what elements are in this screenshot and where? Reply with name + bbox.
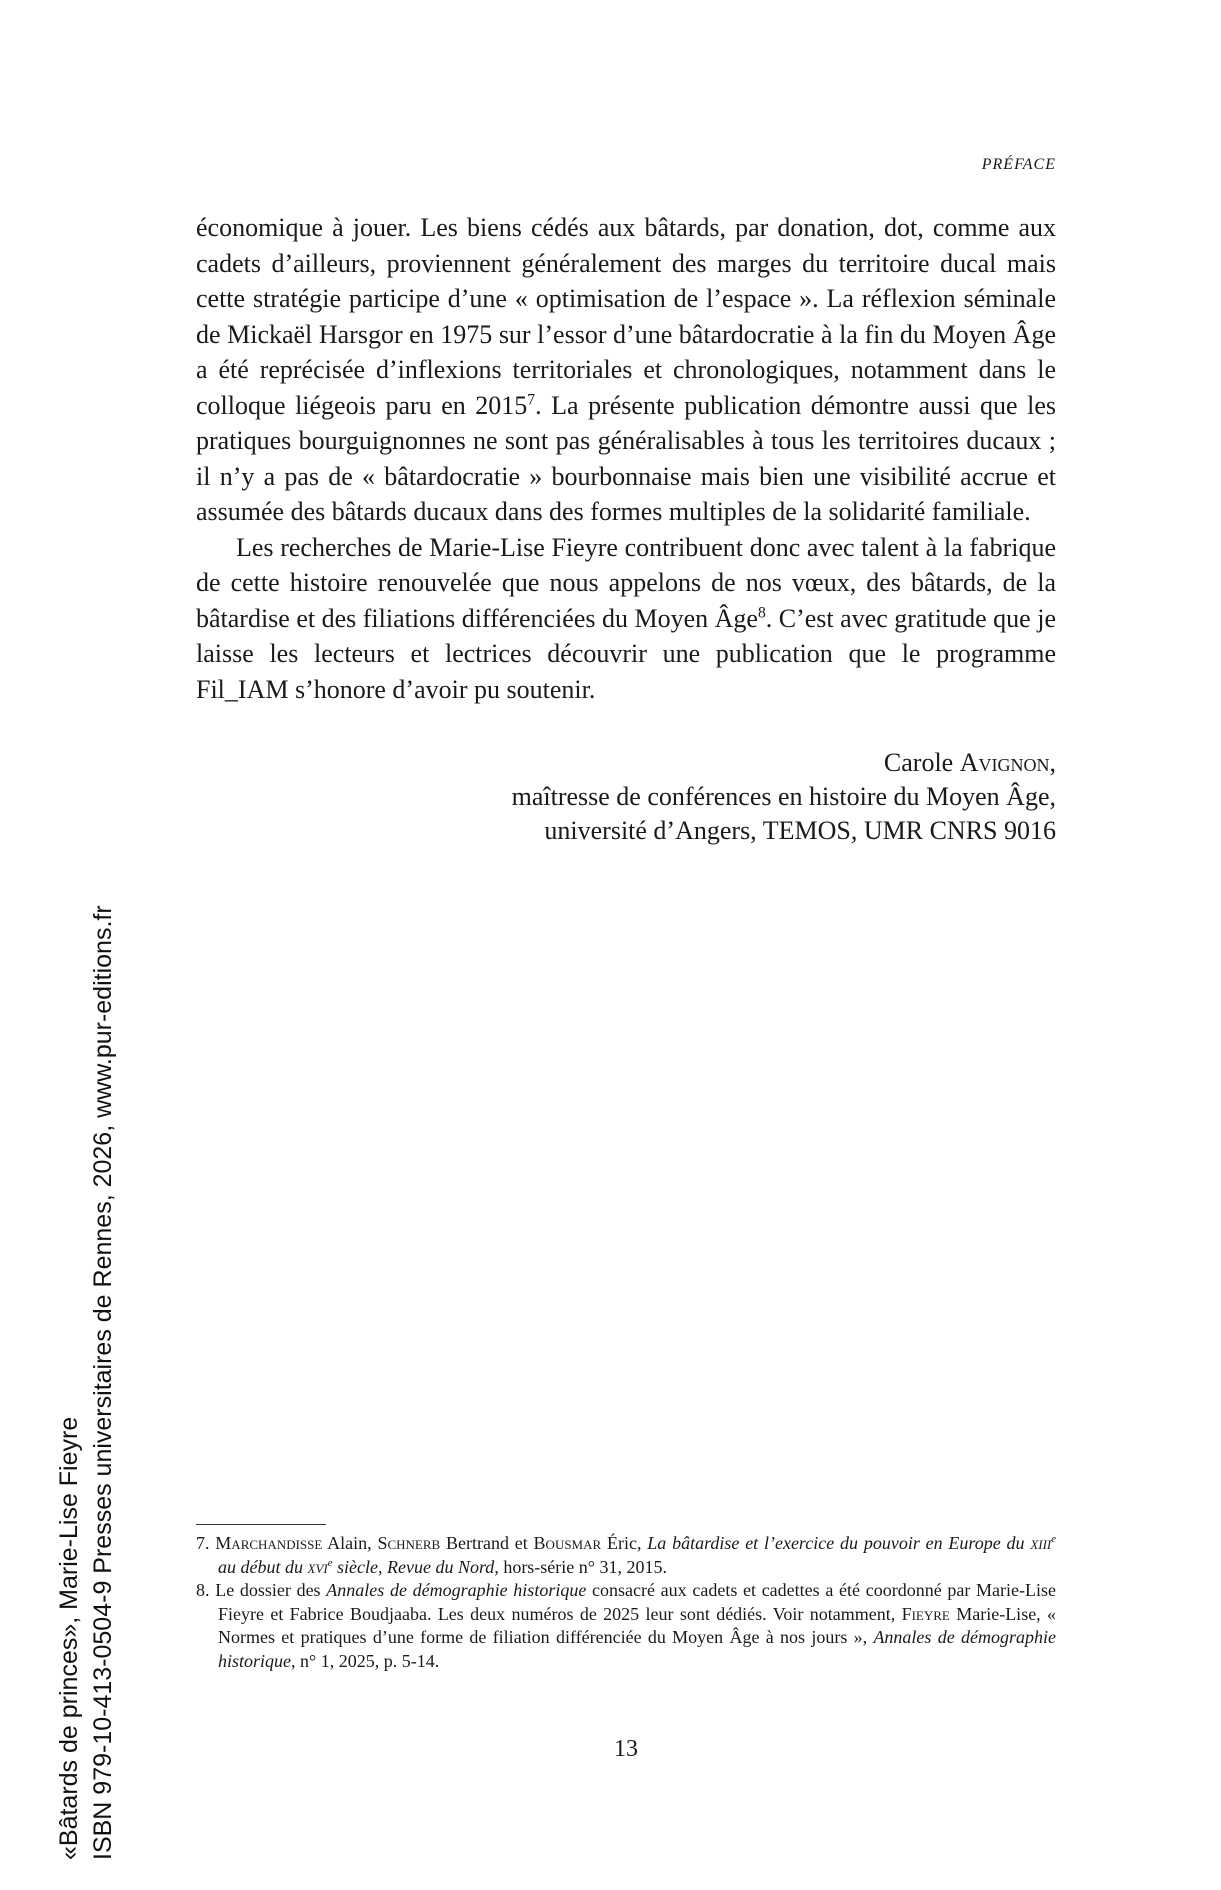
footnote-8: 8. Le dossier des Annales de démographie historique consacré aux cadets et cadettes a été coordonné par Marie-Lise Fieyre et Fabrice Boudjaaba. Les deux numéros de 2025 leur sont dédiés. Voir notamment, Fieyre Marie-Lise, « Normes et pratiques d’une forme de filiation différenciée du Moyen Âge à nos jours », Annales de démographie historique, n° 1, 2025, p. 5-14. — [196, 1580, 1057, 1671]
footnote-ref-8[interactable]: 8 — [757, 603, 766, 621]
paragraph-2: Les recherches de Marie-Lise Fieyre contribuent donc avec talent à la fabrique de cette histoire renouvelée que nous appelons de nos vœux, des bâtards, de la bâtardise et des filiations différenciées du Moyen Âge$^8$. C’est avec gratitude que je laisse les lecteurs et lectrices découvrir une publication que le programme Fil_IAM s’honore d’avoir pu soutenir. — [196, 532, 1056, 704]
footnote-divider — [196, 1524, 326, 1525]
page-number: 13 — [614, 1736, 638, 1762]
paragraph-1: économique à jouer. Les biens cédés aux bâtards, par donation, dot, comme aux cadets d’ailleurs, proviennent généralement des marges du territoire ducal mais cette stratégie participe d’une « optimisation de l’espace ». La réflexion séminale de Mickaël Harsgor en 1975 sur l’essor d’une bâtardocratie à la fin du Moyen Âge a été reprécisée d’inflexions territoriales et chronologiques, notamment dans le colloque liégeois paru en 2015$^7$. La présente publication démontre aussi que les pratiques bourguignonnes ne sont pas généralisables à tous les territoires ducaux ; il n’y a pas de « bâtardocratie » bourbonnaise mais bien une visibilité accrue et assumée des bâtards ducaux dans des formes multiples de la solidarité familiale. — [196, 213, 1056, 526]
signature-role: maîtresse de conférences en histoire du Moyen Âge, — [511, 782, 1056, 811]
side-credit-line-2: ISBN 979-10-413-0504-9 Presses universitaires de Rennes, 2026, www.pur-editions.fr — [89, 905, 117, 1860]
signature-block — [196, 746, 1056, 848]
running-head: PRÉFACE — [981, 156, 1056, 173]
body-text — [196, 210, 1056, 707]
side-credit-line-1: «Bâtards de princes», Marie-Lise Fieyre — [55, 1416, 83, 1860]
footnote-ref-7[interactable]: 7 — [527, 390, 536, 408]
signature-name: Carole Avignon, — [883, 748, 1056, 777]
signature-affiliation: université d’Angers, TEMOS, UMR CNRS 9016 — [544, 816, 1056, 845]
footnote-7: 7. Marchandisse Alain, Schnerb Bertrand et Bousmar Éric, La bâtardise et l’exercice du pouvoir en Europe du xiii$^e$ au début du xvi$^e$ siècle, Revue du Nord, hors-série n° 31, 2015. — [196, 1533, 1057, 1577]
footnotes — [196, 1532, 1056, 1673]
side-credit — [52, 905, 120, 1860]
